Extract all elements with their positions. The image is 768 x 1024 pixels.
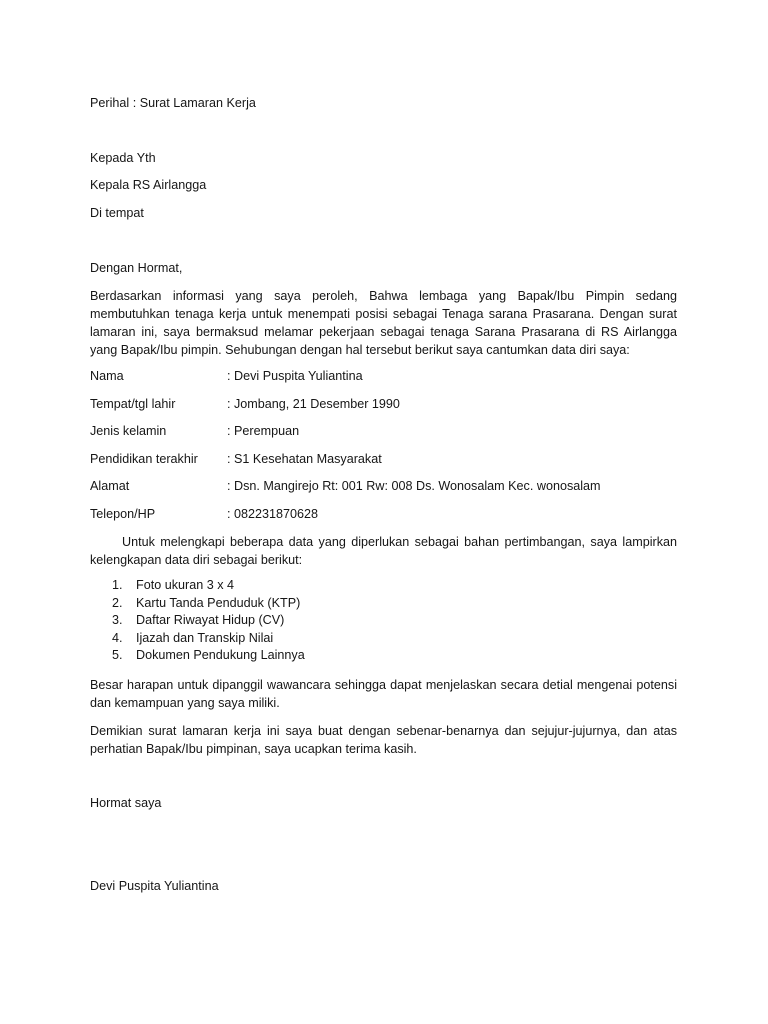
list-number: 3. <box>112 613 123 628</box>
list-number: 1. <box>112 578 123 592</box>
addressee-line-1: Kepada Yth <box>90 151 156 165</box>
letter-subject: Perihal : Surat Lamaran Kerja <box>90 96 256 110</box>
addressee-line-2: Kepala RS Airlangga <box>90 178 207 192</box>
data-label: Alamat <box>90 479 130 493</box>
list-number: 4. <box>112 630 123 645</box>
intro-paragraph: Berdasarkan informasi yang saya peroleh, Bahwa lembaga yang Bapak/Ibu Pimpin sedang membutuhkan tenaga kerja untuk menempati posisi sebagai Tenaga sarana Prasarana. Dengan surat lamaran ini, saya bermaksud melamar pekerjaan sebagai tenaga Sarana Prasarana di RS Airlangga yang Bapak/Ibu pimpin. Sehubungan dengan hal tersebut berikut saya cantumkan data diri saya: <box>90 289 677 357</box>
list-number: 2. <box>112 595 123 610</box>
letter-greeting: Dengan Hormat, <box>90 261 183 275</box>
hope-paragraph: Besar harapan untuk dipanggil wawancara sehingga dapat menjelaskan secara detial mengenai potensi dan kemampuan yang saya miliki. <box>90 678 677 710</box>
data-label: Tempat/tgl lahir <box>90 397 176 411</box>
addressee-line-3: Di tempat <box>90 206 144 220</box>
list-number: 5. <box>112 648 123 663</box>
list-text: Ijazah dan Transkip Nilai <box>136 630 274 645</box>
data-value: : Perempuan <box>227 424 300 438</box>
data-value: : S1 Kesehatan Masyarakat <box>227 452 382 466</box>
data-value: : 082231870628 <box>227 507 319 521</box>
signature-name: Devi Puspita Yuliantina <box>90 879 219 893</box>
data-value: : Devi Puspita Yuliantina <box>227 369 363 383</box>
closing-paragraph: Demikian surat lamaran kerja ini saya buat dengan sebenar-benarnya dan sejujur-jujurnya, dan atas perhatian Bapak/Ibu pimpinan, saya ucapkan terima kasih. <box>90 724 677 756</box>
data-label: Pendidikan terakhir <box>90 452 198 466</box>
list-text: Foto ukuran 3 x 4 <box>136 578 235 592</box>
list-text: Daftar Riwayat Hidup (CV) <box>136 613 285 628</box>
data-label: Jenis kelamin <box>90 424 167 438</box>
attachments-intro-paragraph: Untuk melengkapi beberapa data yang diperlukan sebagai bahan pertimbangan, saya lampirkan kelengkapan data diri sebagai berikut: <box>90 535 677 567</box>
data-label: Telepon/HP <box>90 507 156 521</box>
data-value: : Dsn. Mangirejo Rt: 001 Rw: 008 Ds. Wonosalam Kec. wonosalam <box>227 479 601 493</box>
list-text: Kartu Tanda Penduduk (KTP) <box>136 595 301 610</box>
data-label: Nama <box>90 369 124 383</box>
letter-page <box>90 0 677 1024</box>
list-text: Dokumen Pendukung Lainnya <box>136 648 305 663</box>
sign-off: Hormat saya <box>90 796 162 810</box>
data-value: : Jombang, 21 Desember 1990 <box>227 397 400 411</box>
